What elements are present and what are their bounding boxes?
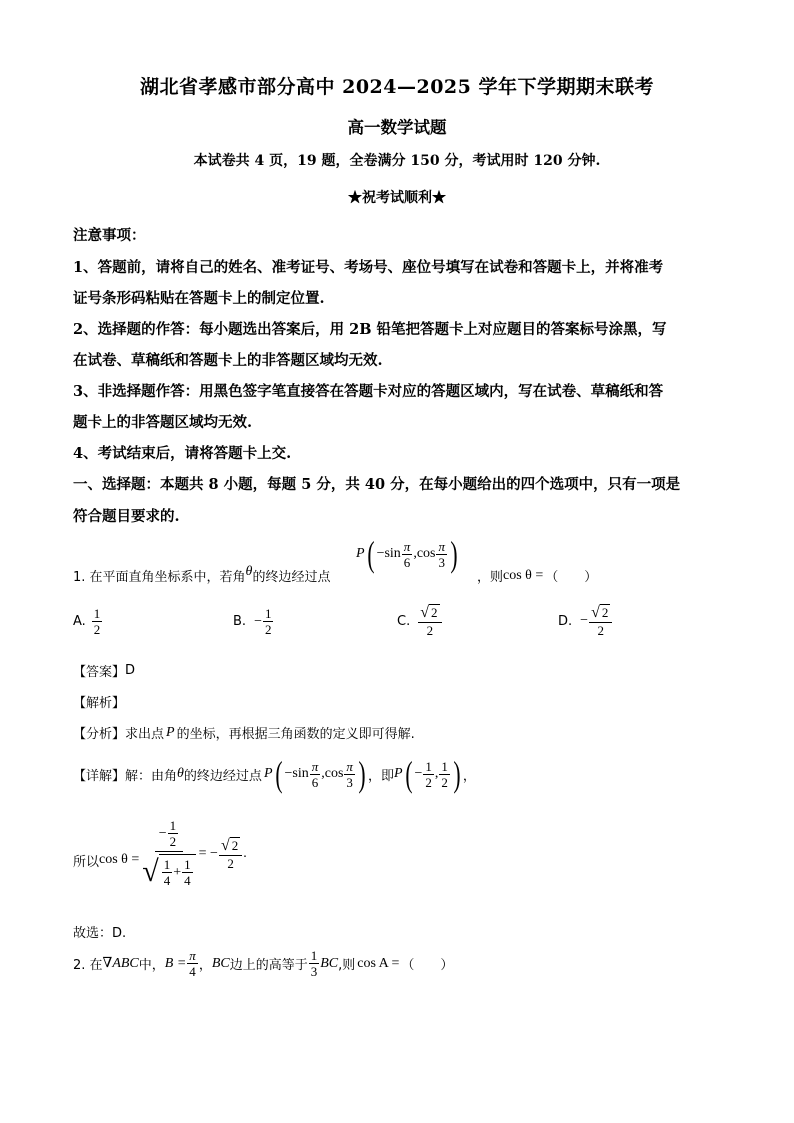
q1-derivation: 所以 cos θ = − $\frac{1}{2}$ √ $\frac{1}{4}$ + $\frac{1}{4}$ = − √ 2 2 .	[73, 818, 247, 888]
q1-option-c: C. √ 2 2	[397, 604, 443, 638]
notice-line: 3、非选择题作答：用黑色签字笔直接答在答题卡对应的答题区域内，写在试卷、草稿纸和答	[73, 383, 664, 400]
q1-analysis-tag: 【解析】	[73, 696, 126, 711]
q1-option-b: B. − $\frac{1}{2}$	[233, 606, 272, 637]
notice-line: 2、选择题的作答：每小题选出答案后，用 2B 铅笔把答题卡上对应题目的答案标号涂黑，写	[73, 321, 667, 338]
q1-choose: 故选：D.	[73, 926, 127, 941]
q1-stem: 1. 在平面直角坐标系中，若角 θ 的终边经过点	[73, 564, 331, 585]
q2-stem: 2. 在 ∇ ABC 中， B = $\frac{\pi}{4}$ ， BC 边上的高等于 $\frac{1}{3}$ BC ,则 cos A = （ ）	[73, 948, 454, 979]
q1-answer: 【答案】 D	[73, 663, 136, 680]
q1-option-d: D. − √ 2 2	[558, 604, 613, 638]
notice-line: 在试卷、草稿纸和答题卡上的非答题区域均无效.	[73, 352, 383, 369]
q1-stem-end: ，则 cos θ = （ ）	[477, 567, 598, 585]
exam-subject: 高一数学试题	[347, 118, 447, 137]
notice-line: 4、考试结束后，请将答题卡上交.	[73, 445, 292, 462]
exam-title: 湖北省孝感市部分高中 2024—2025 学年下学期期末联考	[140, 76, 654, 98]
exam-wish: ★祝考试顺利★	[348, 190, 446, 206]
q1-fenxi: 【分析】 求出点 P 的坐标，再根据三角函数的定义即可得解.	[73, 724, 415, 742]
exam-info: 本试卷共 4 页，19 题，全卷满分 150 分，考试用时 120 分钟.	[193, 153, 601, 169]
notice-line: 1、答题前，请将自己的姓名、准考证号、考场号、座位号填写在试卷和答题卡上，并将准考	[73, 259, 664, 276]
section-heading-cont: 符合题目要求的.	[73, 508, 180, 525]
notice-heading: 注意事项：	[73, 227, 146, 244]
notice-line: 题卡上的非答题区域均无效.	[73, 414, 253, 431]
q1-point-expr: P ( −sin $\frac{\pi}{6}$ ,cos $\frac{\pi}{3}$ )	[356, 534, 458, 574]
section-heading: 一、选择题：本题共 8 小题，每题 5 分，共 40 分，在每小题给出的四个选项中，只有一项是	[73, 476, 681, 493]
q1-option-a: A. $\frac{1}{2}$	[73, 606, 101, 637]
notice-line: 证号条形码粘贴在答题卡上的制定位置.	[73, 290, 325, 307]
big-fraction: − $\frac{1}{2}$ √ $\frac{1}{4}$ + $\frac{1}{4}$	[142, 818, 195, 890]
q1-detail: 【详解】 解：由角 θ 的终边经过点 P ( −sin $\frac{\pi}{6}$ ,cos $\frac{\pi}{3}$ ) ，即 P ( − $\frac{1}{2}$ , $\frac{1}{2}$ ) ，	[73, 754, 476, 794]
